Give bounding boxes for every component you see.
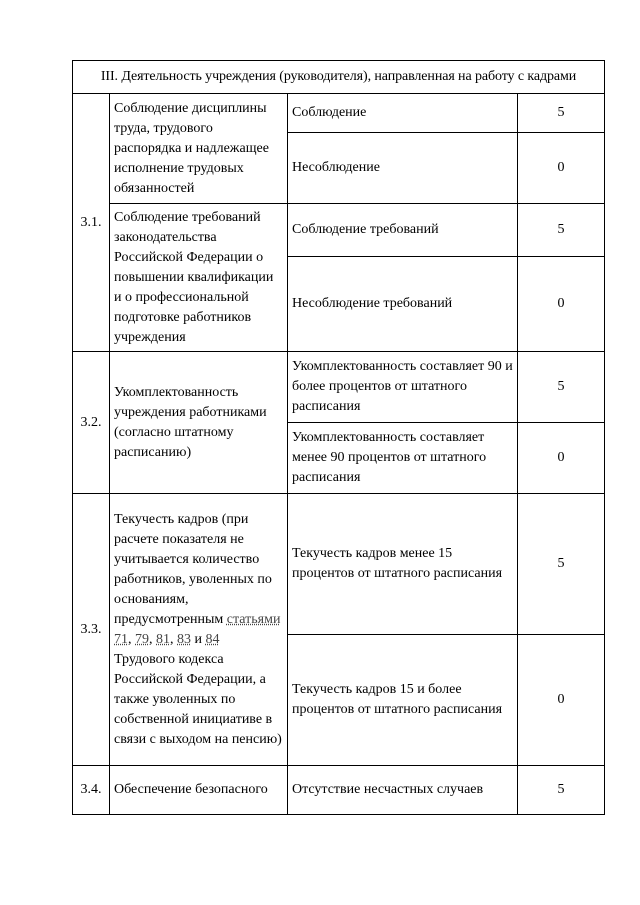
table-row — [73, 766, 605, 815]
table-row — [73, 204, 605, 257]
article-81-link[interactable]: 81 — [156, 631, 170, 647]
table-row — [73, 352, 605, 423]
score-value: 5 — [518, 204, 605, 257]
condition-text: Укомплектованность составляет менее 90 процентов от штатного расписания — [288, 423, 518, 494]
item-number: 3.1. — [73, 94, 110, 352]
article-71-link[interactable]: статьями 71 — [114, 611, 281, 647]
item-number: 3.4. — [73, 766, 110, 815]
score-value: 0 — [518, 257, 605, 352]
condition-text: Текучесть кадров менее 15 процентов от штатного расписания — [288, 494, 518, 635]
score-value: 0 — [518, 133, 605, 204]
article-83-link[interactable]: 83 — [177, 631, 191, 647]
criterion-text: Укомплектованность учреждения работниками (согласно штатному расписанию) — [110, 352, 288, 494]
criteria-table — [72, 60, 605, 815]
condition-text: Соблюдение — [288, 94, 518, 133]
condition-text: Отсутствие несчастных случаев — [288, 766, 518, 815]
score-value: 5 — [518, 352, 605, 423]
table-row — [73, 494, 605, 635]
table-row — [73, 94, 605, 133]
condition-text: Текучесть кадров 15 и более процентов от штатного расписания — [288, 635, 518, 766]
section-title: III. Деятельность учреждения (руководителя), направленная на работу с кадрами — [73, 61, 605, 94]
separator: , — [170, 631, 177, 647]
item-number: 3.3. — [73, 494, 110, 766]
article-79-link[interactable]: 79 — [135, 631, 149, 647]
condition-text: Укомплектованность составляет 90 и более процентов от штатного расписания — [288, 352, 518, 423]
criterion-text-suffix: Трудового кодекса Российской Федерации, а также уволенных по собственной инициативе в связи с выходом на пенсию) — [114, 651, 282, 747]
criterion-text: Соблюдение дисциплины труда, трудового распорядка и надлежащее исполнение трудовых обязанностей — [110, 94, 288, 204]
score-value: 5 — [518, 766, 605, 815]
separator: , — [128, 631, 135, 647]
section-header-row — [73, 61, 605, 94]
condition-text: Соблюдение требований — [288, 204, 518, 257]
criterion-text — [110, 494, 288, 766]
item-number: 3.2. — [73, 352, 110, 494]
score-value: 0 — [518, 423, 605, 494]
score-value: 5 — [518, 494, 605, 635]
article-84-link[interactable]: 84 — [205, 631, 220, 647]
criterion-text: Обеспечение безопасного — [110, 766, 288, 815]
criterion-text: Соблюдение требований законодательства Российской Федерации о повышении квалификации и о профессиональной подготовке работников учреждения — [110, 204, 288, 352]
separator: , — [149, 631, 156, 647]
score-value: 5 — [518, 94, 605, 133]
criterion-text-prefix: Текучесть кадров (при расчете показателя не учитывается количество работников, уволенных по основаниям, предусмотренным — [114, 511, 272, 627]
condition-text: Несоблюдение — [288, 133, 518, 204]
separator: и — [191, 631, 206, 647]
condition-text: Несоблюдение требований — [288, 257, 518, 352]
score-value: 0 — [518, 635, 605, 766]
